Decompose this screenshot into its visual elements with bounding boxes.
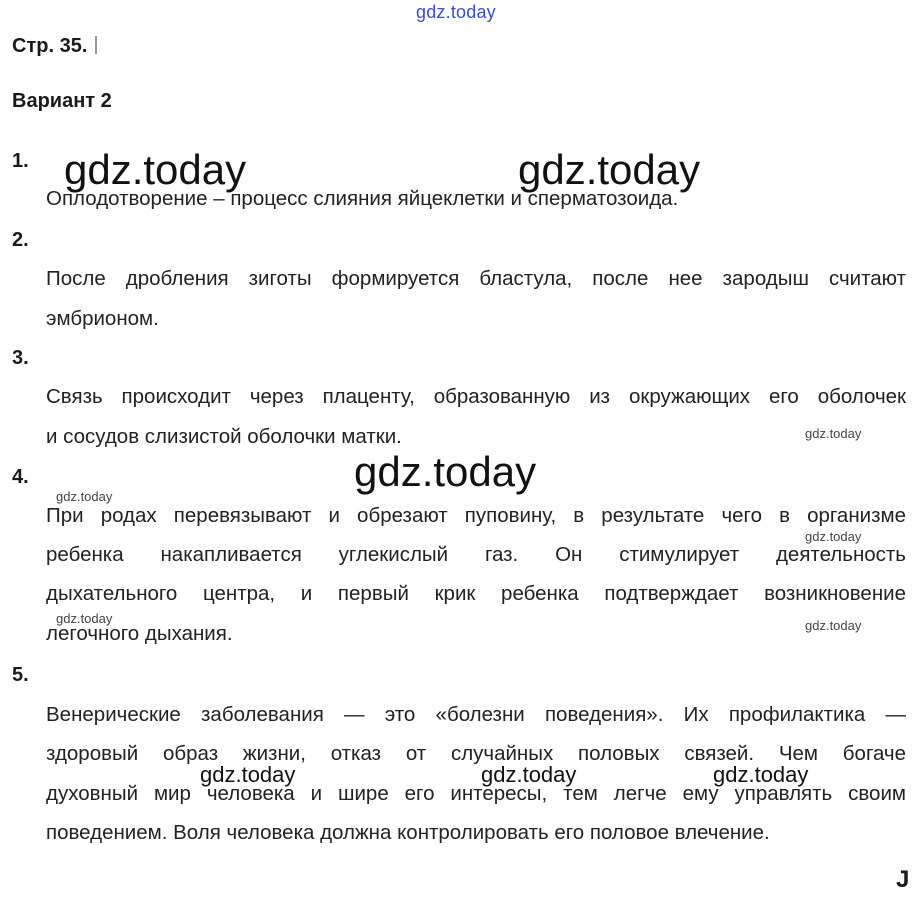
answer-5-line-2: здоровый образ жизни, отказ от случайных половых связей. Чем богаче [46, 742, 906, 765]
variant-heading: Вариант 2 [12, 90, 112, 112]
watermark-medium: gdz.today [200, 762, 296, 787]
answer-number-4: 4. [12, 466, 29, 488]
corner-mark: J [896, 866, 910, 893]
answer-2-line-2: эмбрионом. [46, 307, 159, 330]
answer-4-line-3: дыхательного центра, и первый крик ребенка подтверждает возникновение [46, 582, 906, 605]
header-watermark: gdz.today [416, 2, 496, 22]
watermark-small: gdz.today [56, 611, 113, 626]
watermark-small: gdz.today [56, 489, 113, 504]
watermark-large: gdz.today [518, 146, 701, 193]
watermark-medium: gdz.today [713, 762, 809, 787]
answer-1-line-1: Оплодотворение – процесс слияния яйцеклетки и сперматозоида. [46, 187, 679, 210]
watermark-medium: gdz.today [481, 762, 577, 787]
answer-4-line-1: При родах перевязывают и обрезают пуповину, в результате чего в организме [46, 504, 906, 527]
answer-5-line-4: поведением. Воля человека должна контролировать его половое влечение. [46, 821, 770, 844]
answer-2-line-1: После дробления зиготы формируется бластула, после нее зародыш считают [46, 267, 906, 290]
answer-number-3: 3. [12, 347, 29, 369]
page-number: Стр. 35. [12, 35, 97, 58]
answer-number-2: 2. [12, 229, 29, 251]
answer-5-line-1: Венерические заболевания — это «болезни поведения». Их профилактика — [46, 703, 906, 726]
answer-4-line-4: легочного дыхания. [46, 622, 233, 645]
watermark-small: gdz.today [805, 618, 862, 633]
text-cursor [95, 36, 97, 54]
watermark-small: gdz.today [805, 426, 862, 441]
watermark-small: gdz.today [805, 529, 862, 544]
answer-4-line-2: ребенка накапливается углекислый газ. Он стимулирует деятельность [46, 543, 906, 566]
answer-number-5: 5. [12, 664, 29, 686]
watermark-large: gdz.today [64, 146, 247, 193]
answer-5-line-3: духовный мир человека и шире его интересы, тем легче ему управлять своим [46, 782, 906, 805]
answer-3-line-2: и сосудов слизистой оболочки матки. [46, 425, 402, 448]
answer-3-line-1: Связь происходит через плаценту, образованную из окружающих его оболочек [46, 385, 906, 408]
watermark-large: gdz.today [354, 448, 537, 495]
answer-number-1: 1. [12, 150, 29, 172]
